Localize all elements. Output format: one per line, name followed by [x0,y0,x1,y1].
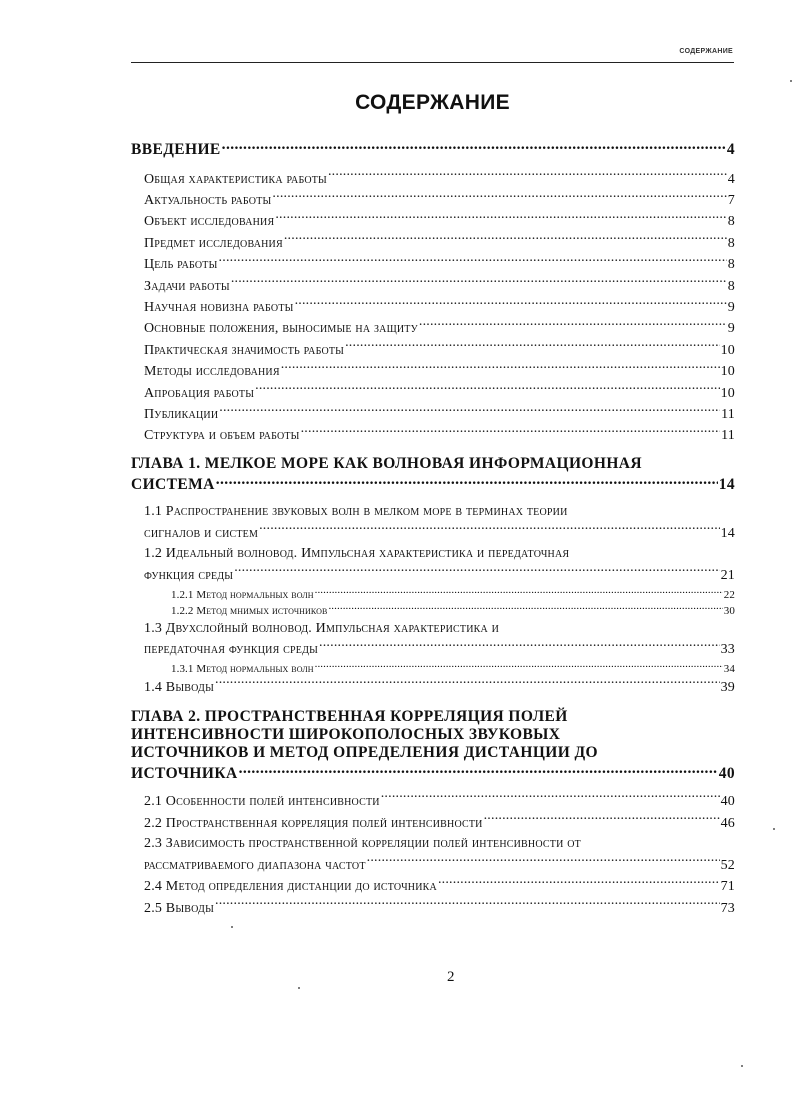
dot-leader [381,791,720,805]
dot-leader [255,383,719,397]
spacer [131,698,735,706]
toc-entry-page: 4 [727,171,735,187]
toc-entry-page: 52 [720,857,735,873]
toc-entry-page: 10 [720,342,735,358]
toc-entry-page: 9 [727,321,735,337]
chapter-title-line: ГЛАВА 2. ПРОСТРАНСТВЕННАЯ КОРРЕЛЯЦИЯ ПОЛЕЙ [131,708,568,726]
dot-leader [319,639,720,653]
toc-entry[interactable] [131,425,735,446]
toc-entry-1-2[interactable] [131,544,735,586]
chapter-title-row [131,762,735,783]
chapter-title-line: ИСТОЧНИКА [131,764,238,782]
toc-entry-label: Публикации [144,406,219,422]
scan-speck [231,926,233,928]
toc-entry-row [144,639,735,661]
dot-leader [215,677,720,691]
dot-leader [328,603,722,614]
toc-entry-label: 1.2 Идеальный волновод. Импульсная характеристика и передаточная [144,546,570,562]
scan-speck [790,80,792,82]
toc-entry-page: 8 [727,235,735,251]
toc-entry-1-3[interactable] [131,619,735,661]
dot-leader [295,297,727,311]
toc-entry-label: ВВЕДЕНИЕ [131,140,221,158]
toc-entry-page: 8 [727,257,735,273]
chapter-title-line: ГЛАВА 1. МЕЛКОЕ МОРЕ КАК ВОЛНОВАЯ ИНФОРМАЦИОННАЯ [131,454,642,472]
page-number: 2 [447,969,455,985]
toc-entry-page: 11 [721,406,735,422]
toc-entry-label: Задачи работы [144,278,230,294]
toc-entry[interactable] [131,361,735,382]
header-rule [131,62,734,63]
intro-items [131,169,735,447]
toc-entry-label: 2.3 Зависимость пространственной корреляции полей интенсивности от [144,836,581,852]
toc-entry-1-3-1[interactable] [131,661,735,677]
toc-entry-label: Цель работы [144,257,218,273]
dot-leader [259,523,720,537]
toc-entry-page: 30 [723,604,735,617]
toc-entry-page: 8 [727,214,735,230]
toc-entry[interactable] [131,169,735,190]
dot-leader [438,876,720,890]
toc-entry-label: Общая характеристика работы [144,171,327,187]
toc-entry-page: 40 [720,793,735,809]
toc-entry-label: Научная новизна работы [144,299,294,315]
toc-entry-page: 11 [721,428,735,444]
toc-entry-2-4[interactable] [131,876,735,898]
toc-entry-label: 1.2.1 Метод нормальных волн [171,588,314,601]
dot-leader [345,340,720,354]
toc-entry-intro[interactable] [131,138,735,159]
toc-entry-row [144,523,735,545]
toc-entry-label: 2.1 Особенности полей интенсивности [144,793,380,809]
toc-entry[interactable] [131,233,735,254]
toc-entry-chapter-2[interactable] [131,708,735,783]
toc-entry-label: передаточная функция среды [144,642,319,658]
toc-entry-page: 46 [720,815,735,831]
toc-entry-label: 1.3.1 Метод нормальных волн [171,662,314,675]
dot-leader [215,898,720,912]
chapter-title-line: ИСТОЧНИКОВ И МЕТОД ОПРЕДЕЛЕНИЯ ДИСТАНЦИИ ДО [131,744,599,762]
toc-entry-page: 39 [720,679,735,695]
toc-entry-label: Апробация работы [144,385,255,401]
dot-leader [301,425,721,439]
dot-leader [234,565,719,579]
toc-entry-label: функция среды [144,568,234,584]
dot-leader [219,254,727,268]
toc-entry-label: 1.1 Распространение звуковых волн в мелком море в терминах теории [144,504,568,520]
toc-entry-2-3[interactable] [131,834,735,876]
chapter-title-line: СИСТЕМА [131,476,215,494]
toc-entry-page: 8 [727,278,735,294]
scan-speck [741,1065,743,1067]
toc-entry[interactable] [131,318,735,339]
toc-entry-1-1[interactable] [131,502,735,544]
toc-entry-2-5[interactable] [131,898,735,920]
toc-entry-page: 10 [720,364,735,380]
toc-entry-page: 22 [723,588,735,601]
chapter-title-row [131,474,735,495]
toc-entry-row [144,565,735,587]
toc-entry-page: 33 [720,642,735,658]
toc-entry[interactable] [131,340,735,361]
toc-entry-label: Предмет исследования [144,235,283,251]
toc-entry-page: 21 [720,568,735,584]
toc-entry-row [144,855,735,877]
toc-entry[interactable] [131,211,735,232]
toc-entry-page: 71 [720,879,735,895]
dot-leader [216,474,718,490]
toc-entry-label: 1.2.2 Метод мнимых источников [171,604,328,617]
scan-speck [298,987,300,989]
spacer [131,447,735,453]
dot-leader [281,361,720,375]
toc-entry-page: 9 [727,299,735,315]
running-head: СОДЕРЖАНИЕ [679,48,733,55]
toc-entry-2-2[interactable] [131,813,735,835]
toc-entry-label: Методы исследования [144,364,280,380]
toc-entry-label: 2.2 Пространственная корреляция полей интенсивности [144,815,483,831]
dot-leader [315,587,723,598]
toc-entry-page: 4 [726,140,735,158]
dot-leader [239,762,718,778]
toc-entry[interactable] [131,254,735,275]
toc-entry-label: 2.5 Выводы [144,900,214,916]
dot-leader [419,318,727,332]
toc-entry[interactable] [131,297,735,318]
toc-entry-label: 1.4 Выводы [144,679,214,695]
toc-entry-label: Основные положения, выносимые на защиту [144,321,418,337]
toc-entry-label: Практическая значимость работы [144,342,345,358]
dot-leader [222,138,726,154]
toc-entry[interactable] [131,276,735,297]
toc-entry[interactable] [131,404,735,425]
scan-speck [773,828,775,830]
page-title: СОДЕРЖАНИЕ [355,91,510,114]
dot-leader [272,190,726,204]
dot-leader [284,233,727,247]
toc-entry[interactable] [131,383,735,404]
toc-entry-1-2-1[interactable] [131,587,735,603]
toc-entry-page: 14 [720,525,735,541]
toc-entry-label: Структура и объем работы [144,428,300,444]
dot-leader [219,404,720,418]
toc-entry-label: 2.4 Метод определения дистанции до источника [144,879,437,895]
toc-entry-label: Объект исследования [144,214,275,230]
dot-leader [275,211,726,225]
dot-leader [315,661,723,672]
dot-leader [484,813,720,827]
toc-entry-page: 40 [718,764,735,782]
dot-leader [231,276,727,290]
table-of-contents [131,136,735,920]
chapter-title-line: ИНТЕНСИВНОСТИ ШИРОКОПОЛОСНЫХ ЗВУКОВЫХ [131,726,561,744]
toc-entry-label: рассматриваемого диапазона частот [144,857,366,873]
toc-entry-page: 34 [723,662,735,675]
toc-entry-label: сигналов и систем [144,525,259,541]
toc-entry-label: 1.3 Двухслойный волновод. Импульсная характеристика и [144,620,500,636]
toc-entry-1-2-2[interactable] [131,603,735,619]
toc-entry-page: 7 [727,192,735,208]
toc-entry[interactable] [131,190,735,211]
dot-leader [328,169,727,183]
toc-entry-label: Актуальность работы [144,192,272,208]
dot-leader [367,855,720,869]
toc-entry-2-1[interactable] [131,791,735,813]
toc-entry-chapter-1[interactable] [131,455,735,495]
toc-entry-page: 14 [718,476,735,494]
toc-entry-page: 10 [720,385,735,401]
toc-entry-page: 73 [720,900,735,916]
toc-entry-1-4[interactable] [131,677,735,699]
